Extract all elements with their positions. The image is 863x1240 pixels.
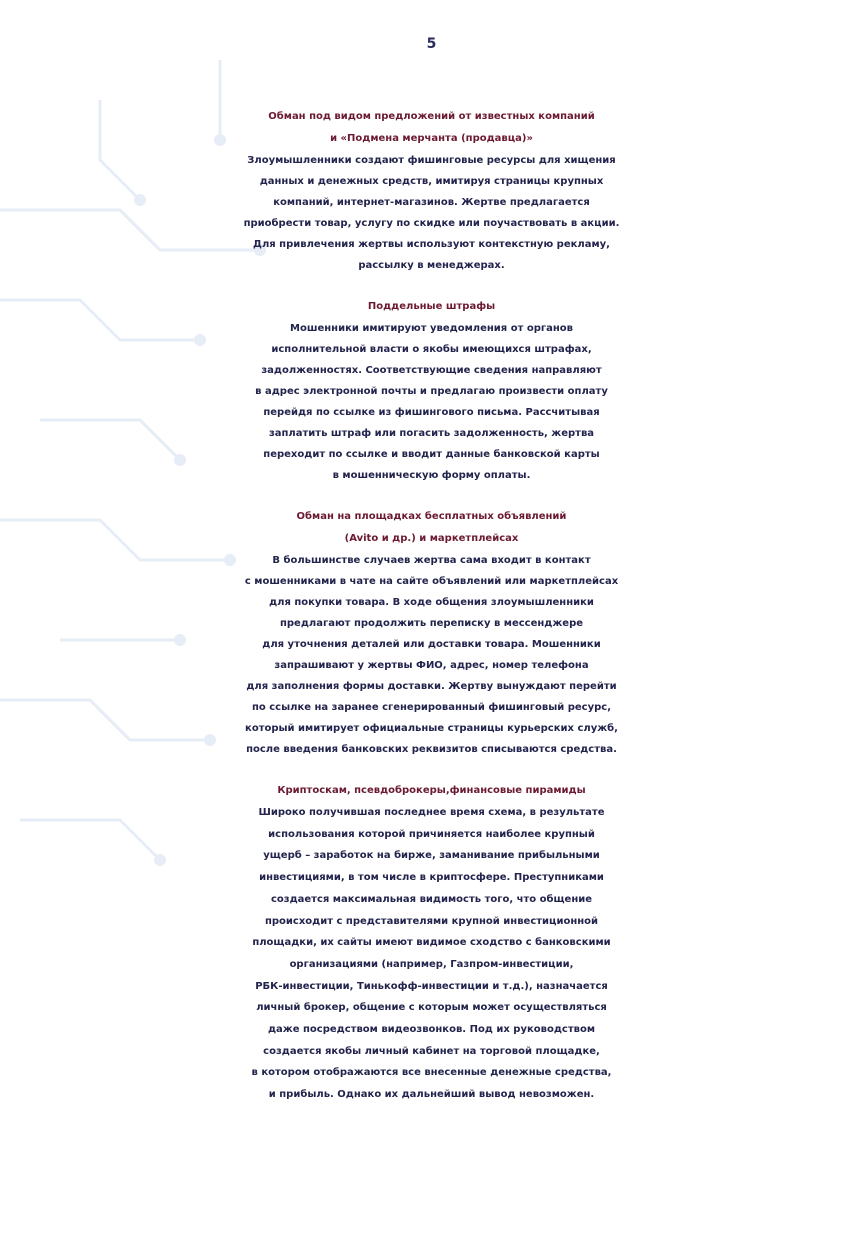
section-title	[0, 780, 863, 802]
body-line: Мошенники имитируют уведомления от органов	[290, 323, 573, 334]
body-line: личный брокер, общение с которым может осуществляться	[256, 1002, 607, 1014]
body-line: для покупки товара. В ходе общения злоумышленники	[269, 597, 594, 608]
section-crypto-scam	[0, 780, 863, 1106]
body-line: даже посредством видеозвонков. Под их руководством	[267, 1024, 596, 1036]
body-line: организациями (например, Газпром-инвестиции,	[289, 958, 574, 970]
body-line: в мошенническую форму оплаты.	[332, 470, 531, 481]
section-body	[0, 150, 863, 276]
body-line: создается максимальная видимость того, что общение	[270, 893, 593, 905]
body-line: предлагают продолжить переписку в мессенджере	[279, 618, 584, 629]
body-line: по ссылке на заранее сгенерированный фишинговый ресурс,	[251, 702, 612, 713]
title-line: Криптоскам, псевдоброкеры,финансовые пирамиды	[277, 785, 586, 796]
page-content	[0, 106, 863, 1126]
section-title	[0, 506, 863, 550]
body-line: инвестициями, в том числе в криптосфере. Преступниками	[259, 872, 604, 884]
body-line: происходит с представителями крупной инвестиционной	[264, 915, 599, 927]
body-line: в котором отображаются все внесенные денежные средства,	[251, 1067, 612, 1079]
title-line: Обман под видом предложений от известных компаний	[268, 111, 595, 122]
body-line: приобрести товар, услугу по скидке или поучаствовать в акции.	[243, 218, 620, 229]
body-line: В большинстве случаев жертва сама входит в контакт	[272, 555, 591, 566]
title-line: Обман на площадках бесплатных объявлений	[296, 511, 567, 522]
body-line: компаний, интернет-магазинов. Жертве предлагается	[273, 197, 590, 208]
body-line: переходит по ссылке и вводит данные банковской карты	[263, 449, 600, 460]
section-title	[0, 106, 863, 150]
body-line: после введения банковских реквизитов списываются средства.	[246, 744, 617, 755]
section-classifieds-fraud	[0, 506, 863, 760]
body-line: в адрес электронной почты и предлагаю произвести оплату	[255, 386, 608, 397]
section-body	[0, 550, 863, 760]
body-line: исполнительной власти о якобы имеющихся штрафах,	[271, 344, 592, 355]
body-line: для уточнения деталей или доставки товара. Мошенники	[262, 639, 601, 650]
section-merchant-fraud	[0, 106, 863, 276]
body-line: площадки, их сайты имеют видимое сходство с банковскими	[252, 937, 611, 949]
body-line: Для привлечения жертвы используют контекстную рекламу,	[253, 239, 610, 250]
body-line: задолженностях. Соответствующие сведения направляют	[261, 365, 602, 376]
body-line: для заполнения формы доставки. Жертву вынуждают перейти	[246, 681, 617, 692]
body-line: ущерб – заработок на бирже, заманивание прибыльными	[263, 850, 600, 862]
body-line: создается якобы личный кабинет на торговой площадке,	[263, 1045, 600, 1057]
body-line: Широко получившая последнее время схема, в результате	[258, 807, 605, 818]
title-line: Поддельные штрафы	[367, 301, 496, 312]
section-body	[0, 802, 863, 1106]
body-line: с мошенниками в чате на сайте объявлений или маркетплейсах	[244, 576, 619, 587]
body-line: запрашивают у жертвы ФИО, адрес, номер телефона	[274, 660, 589, 671]
body-line: заплатить штраф или погасить задолженность, жертва	[268, 428, 595, 439]
body-line: данных и денежных средств, имитируя страницы крупных	[259, 176, 604, 187]
title-line: (Avito и др.) и маркетплейсах	[344, 533, 519, 544]
section-title	[0, 296, 863, 318]
body-line: перейдя по ссылке из фишингового письма. Рассчитывая	[263, 407, 600, 418]
title-line: и «Подмена мерчанта (продавца)»	[330, 133, 533, 144]
body-line: Злоумышленники создают фишинговые ресурсы для хищения	[247, 155, 616, 166]
body-line: использования которой причиняется наиболее крупный	[268, 828, 595, 840]
section-body	[0, 318, 863, 486]
body-line: РБК-инвестиции, Тинькофф-инвестиции и т.д.), назначается	[255, 980, 608, 992]
body-line: рассылку в менеджерах.	[358, 260, 505, 271]
body-line: который имитирует официальные страницы курьерских служб,	[245, 723, 618, 734]
body-line: и прибыль. Однако их дальнейший вывод невозможен.	[268, 1089, 595, 1101]
page-number: 5	[426, 36, 437, 52]
section-fake-fines	[0, 296, 863, 486]
